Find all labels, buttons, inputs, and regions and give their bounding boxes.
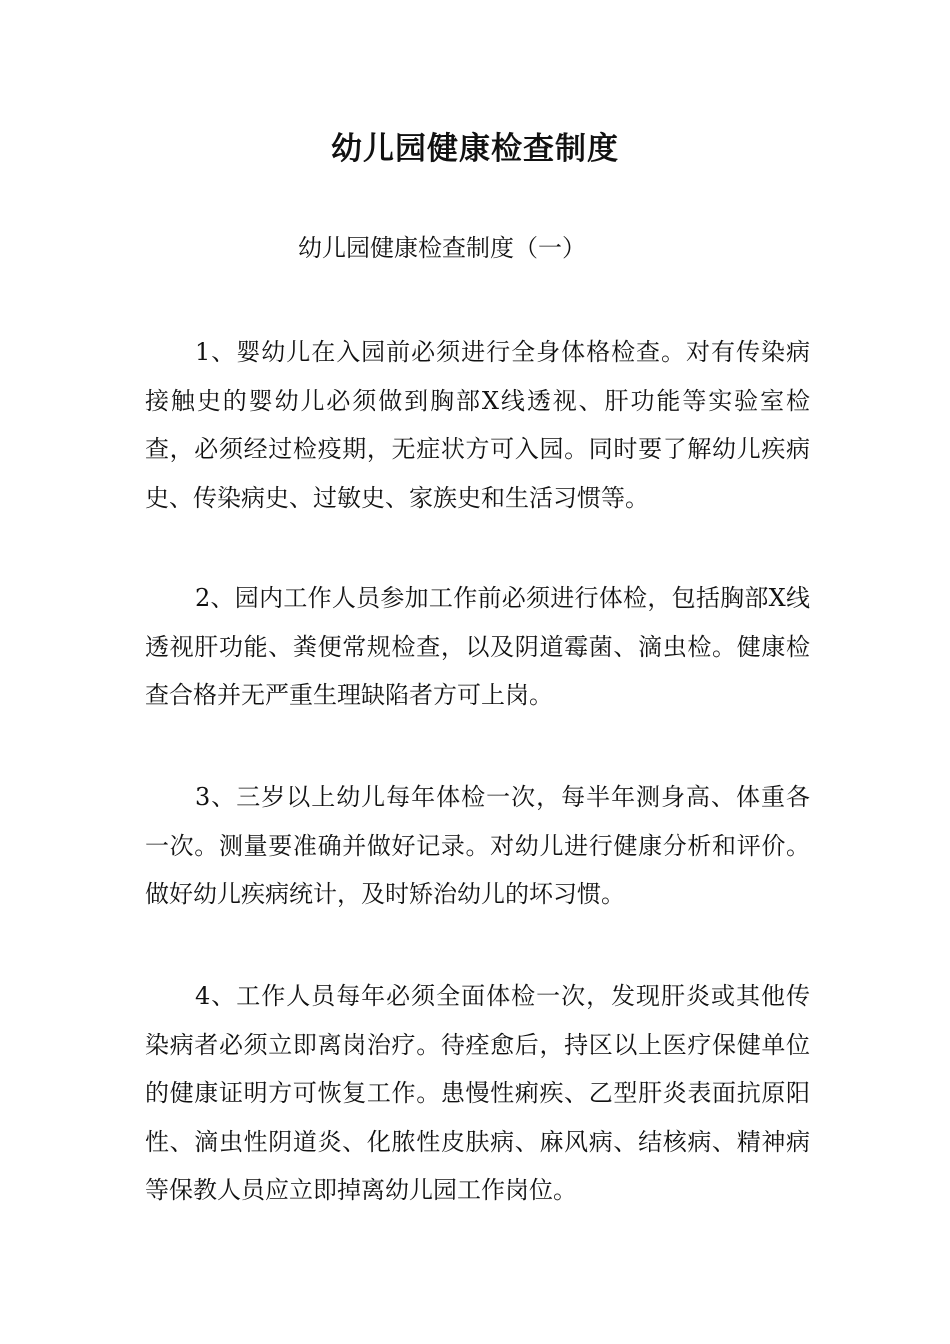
paragraph-3: 3、三岁以上幼儿每年体检一次，每半年测身高、体重各一次。测量要准确并做好记录。对幼儿进行健康分析和评价。做好幼儿疾病统计，及时矫治幼儿的坏习惯。: [145, 783, 810, 908]
section-subtitle: 幼儿园健康检查制度（一）: [298, 234, 586, 262]
paragraph-1: 1、婴幼儿在入园前必须进行全身体格检查。对有传染病接触史的婴幼儿必须做到胸部X线透视、肝功能等实验室检查，必须经过检疫期，无症状方可入园。同时要了解幼儿疾病史、传染病史、过敏史、家族史和生活习惯等。: [145, 338, 810, 512]
page-title: 幼儿园健康检查制度: [331, 131, 619, 167]
paragraph-4: 4、工作人员每年必须全面体检一次，发现肝炎或其他传染病者必须立即离岗治疗。待痊愈后，持区以上医疗保健单位的健康证明方可恢复工作。患慢性痢疾、乙型肝炎表面抗原阳性、滴虫性阴道炎、化脓性皮肤病、麻风病、结核病、精神病等保教人员应立即掉离幼儿园工作岗位。: [145, 982, 810, 1204]
paragraph-2: 2、园内工作人员参加工作前必须进行体检，包括胸部X线透视肝功能、粪便常规检查，以及阴道霉菌、滴虫检。健康检查合格并无严重生理缺陷者方可上岗。: [145, 584, 810, 709]
